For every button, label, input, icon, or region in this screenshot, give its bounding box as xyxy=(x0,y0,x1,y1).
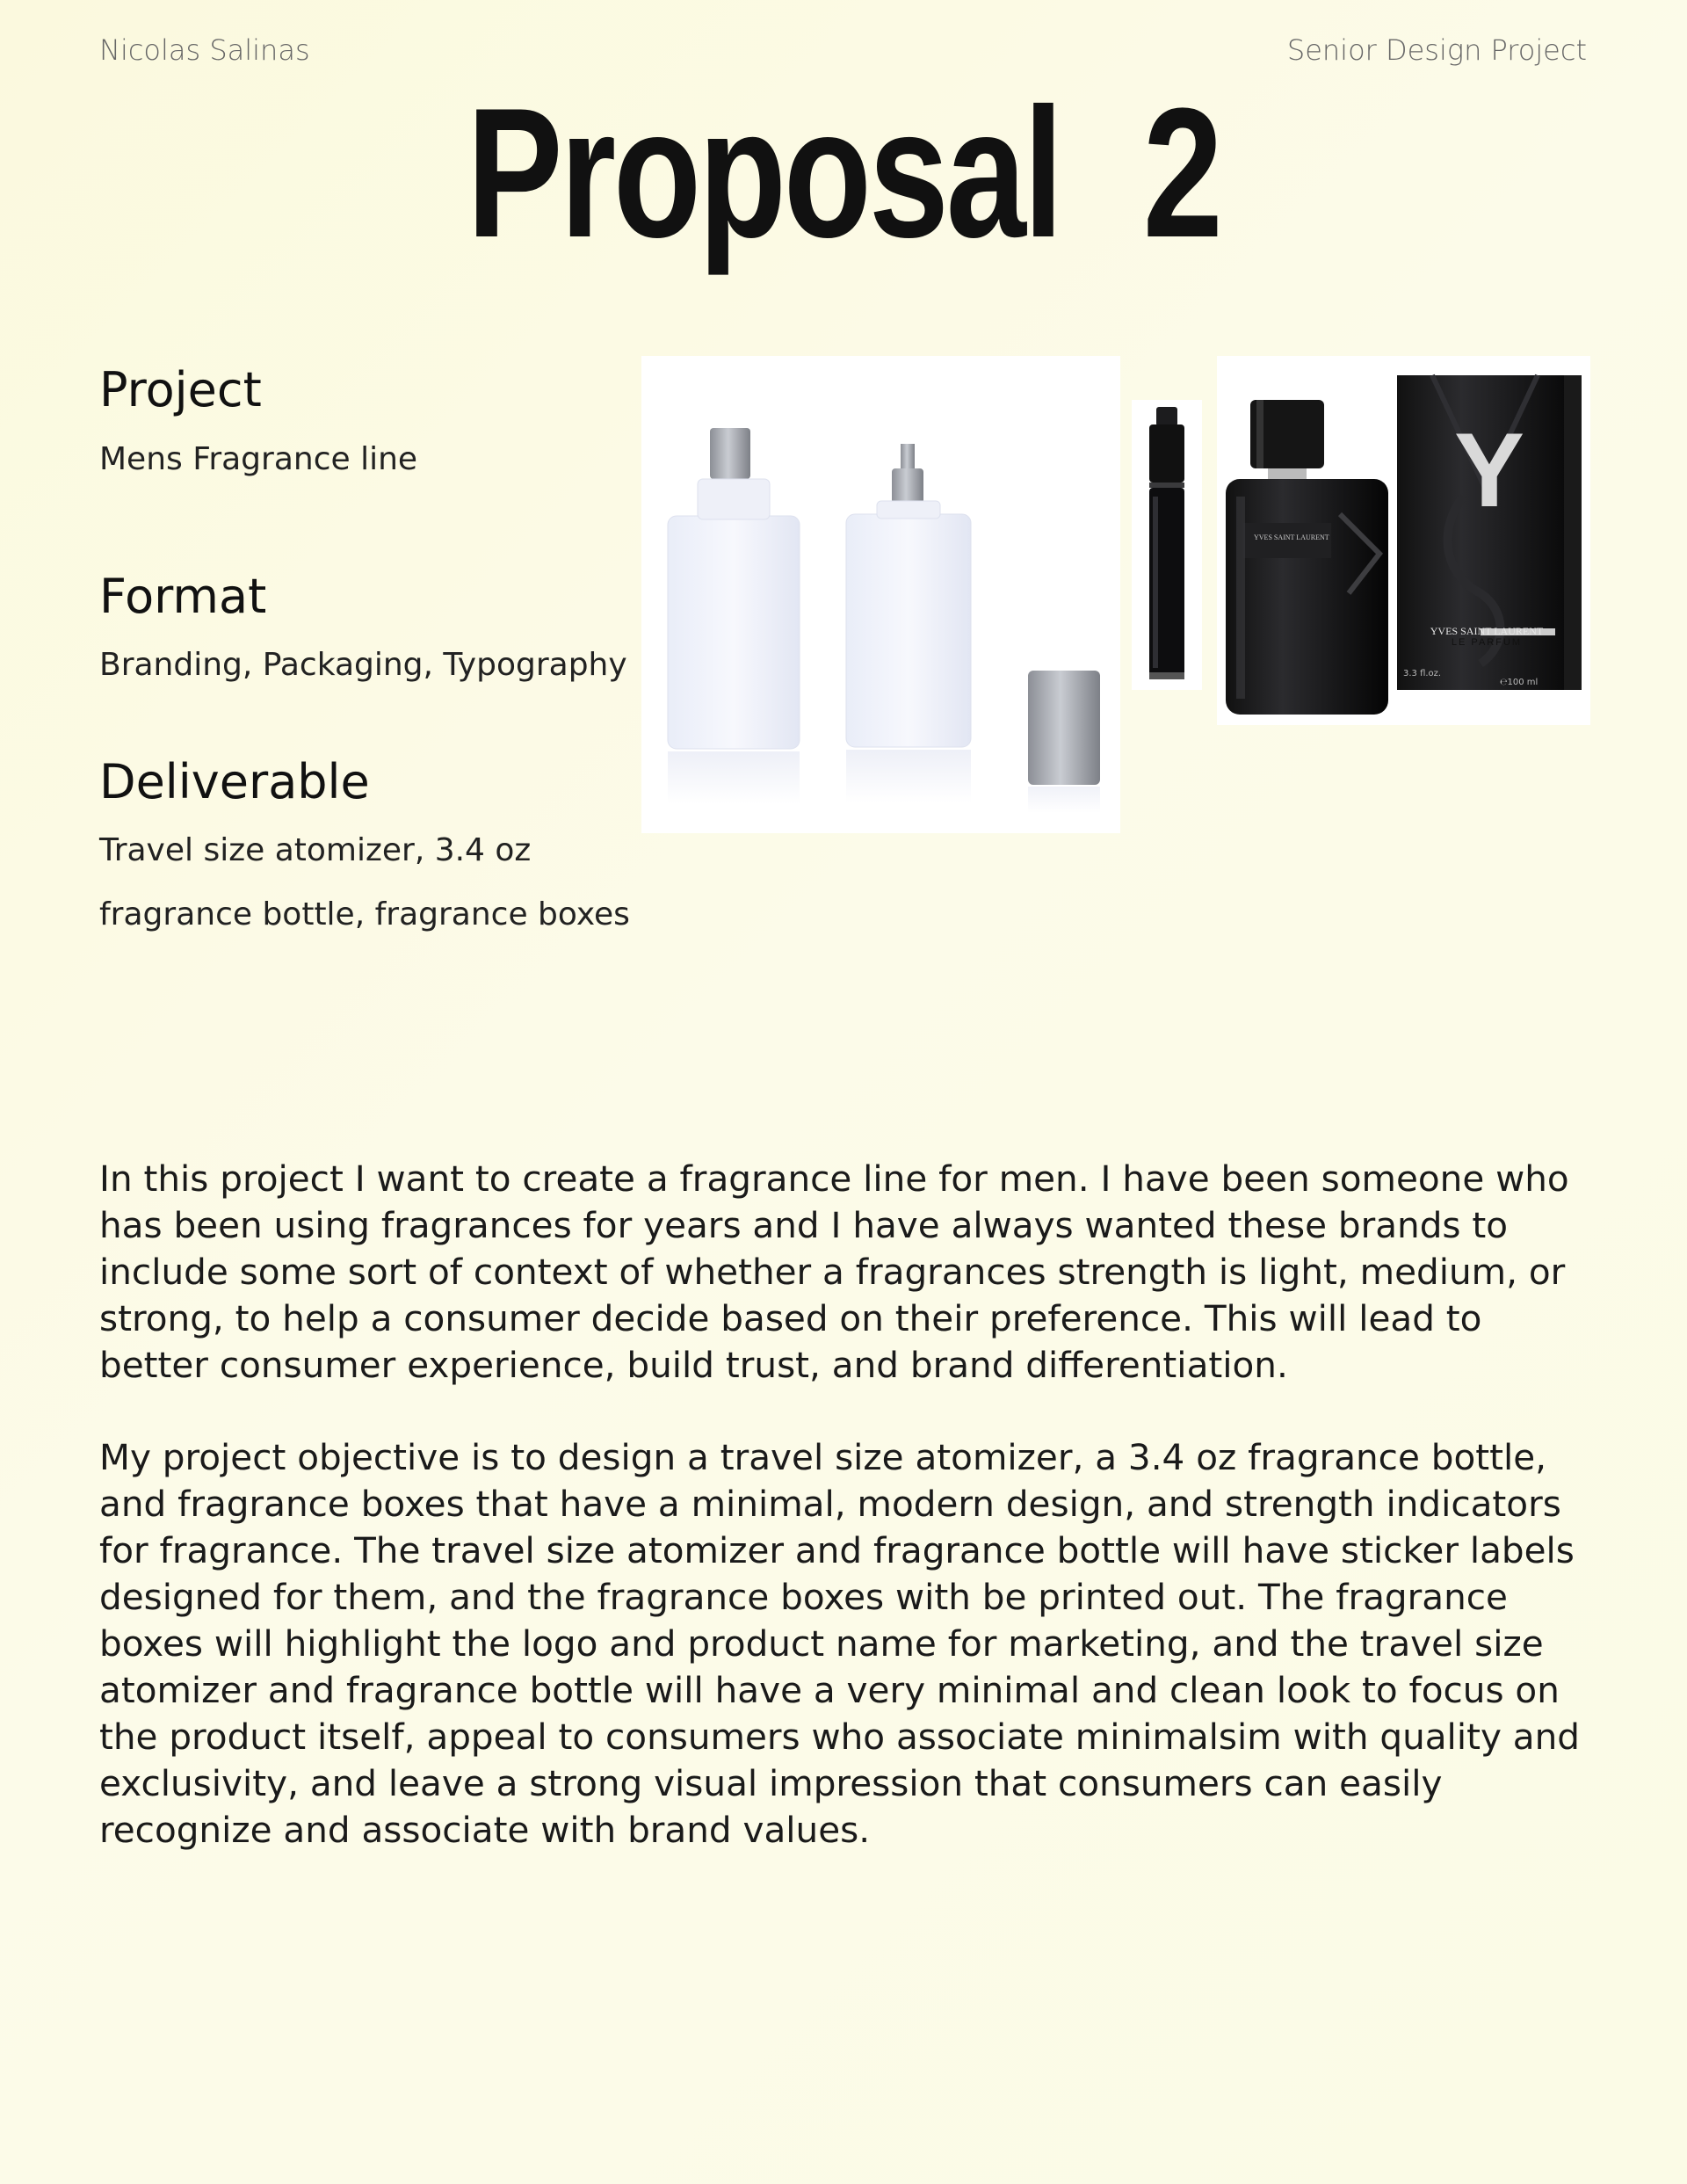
objective-paragraph: My project objective is to design a travel size atomizer, a 3.4 oz fragrance bottle, and fragrance boxes that have a minimal, modern design, and strength indicators for fragrance. The travel size atomizer and fragrance bottle will have sticker labels designed for them, and the fragrance boxes with be printed out. The fragrance boxes will highlight the logo and product name for marketing, and the travel size atomizer and fragrance bottle will have a very minimal and clean look to focus on the product itself, appeal to consumers who associate minimalsim with quality and exclusivity, and leave a strong visual impression that consumers can easily recognize and associate with brand values. xyxy=(99,1436,1580,1851)
project-heading: Project xyxy=(99,362,262,417)
frosted-bottles-photo xyxy=(641,356,1120,833)
intro-paragraph: In this project I want to create a fragrance line for men. I have been someone who has been using fragrances for years and I have always wanted these brands to include some sort of context of whether a fragrances strength is light, medium, or strong, to help a consumer decide based on their preference. This will lead to better consumer experience, build trust, and brand differentiation. xyxy=(99,1157,1569,1386)
box-volume-ml: ℮100 ml xyxy=(1500,678,1539,687)
box-volume-oz: 3.3 fl.oz. xyxy=(1403,669,1442,678)
black-bottle-box-photo xyxy=(1217,356,1590,725)
bottle-brand-label: YVES SAINT LAURENT xyxy=(1254,533,1329,541)
format-heading: Format xyxy=(99,569,267,624)
author-name: Nicolas Salinas xyxy=(99,33,310,67)
deliverable-heading: Deliverable xyxy=(99,754,370,809)
title-number: 2 xyxy=(1142,69,1220,276)
atomizer-illustration xyxy=(1132,400,1202,690)
atomizer-photo xyxy=(1132,400,1202,690)
course-name: Senior Design Project xyxy=(1286,33,1587,67)
format-text: Branding, Packaging, Typography xyxy=(99,647,627,683)
page-title xyxy=(185,69,1502,276)
project-text: Mens Fragrance line xyxy=(99,441,418,477)
box-y-letter: Y xyxy=(1453,411,1525,529)
title-word: Proposal xyxy=(467,69,1061,276)
box-brand-text: YVES SAINT LAURENT xyxy=(1430,625,1544,637)
frosted-bottles-illustration xyxy=(641,356,1120,833)
deliverable-text-line1: Travel size atomizer, 3.4 oz xyxy=(99,832,532,868)
deliverable-text-line2: fragrance bottle, fragrance boxes xyxy=(99,896,630,932)
box-product-label: LE PARFUM xyxy=(1451,637,1523,648)
